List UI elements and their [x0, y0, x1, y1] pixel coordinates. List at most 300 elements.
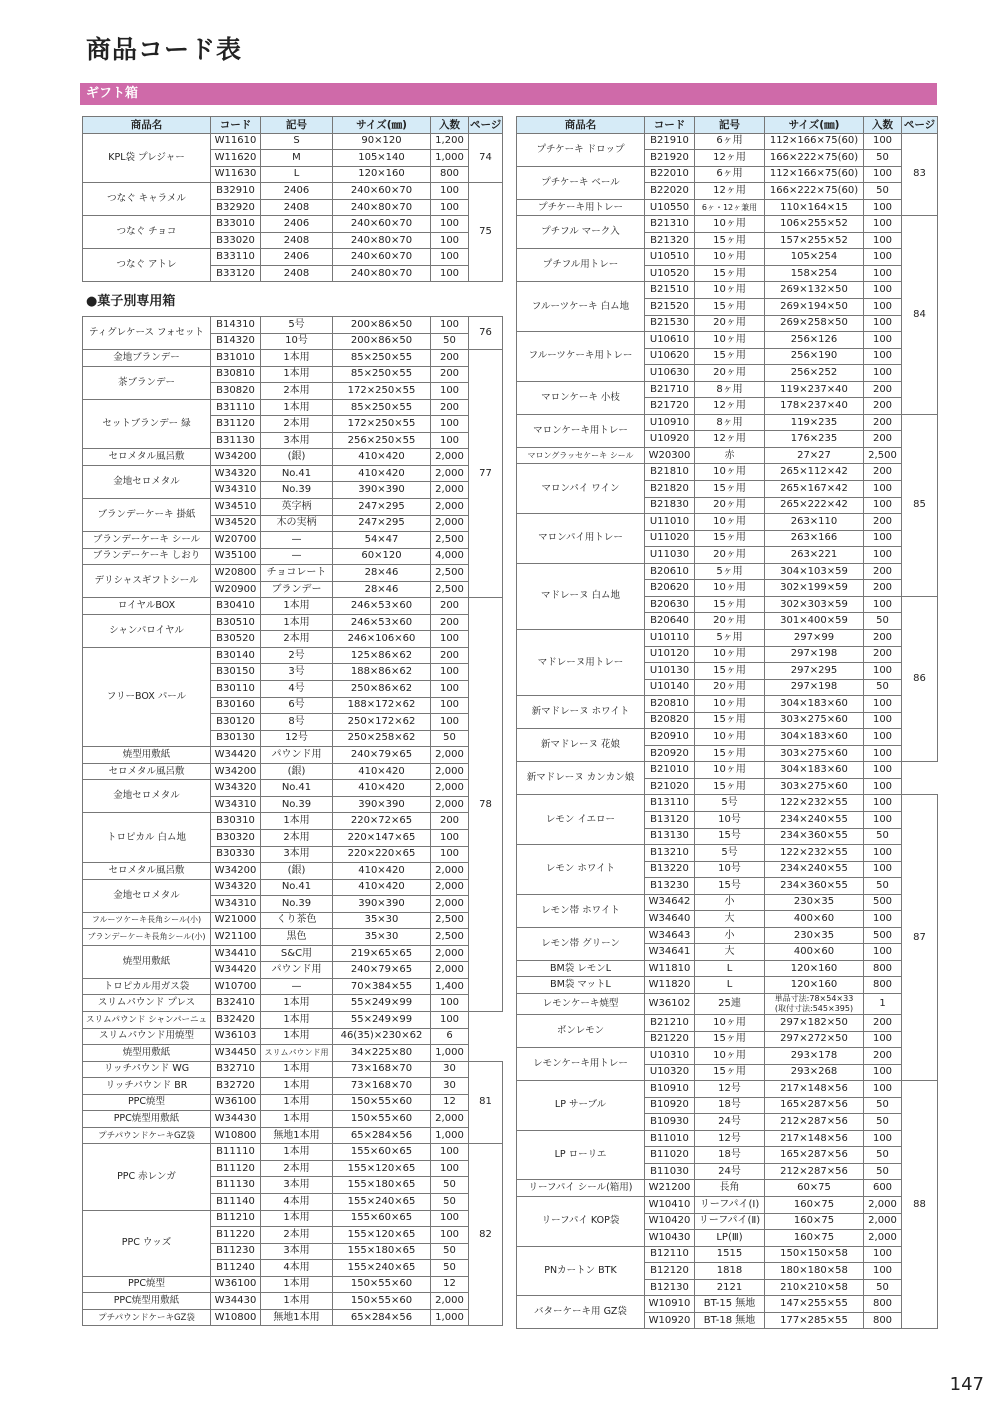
product-name: BM袋 マットL	[517, 977, 645, 994]
product-name: フルーツケーキ長角シール(小)	[83, 912, 211, 929]
product-name: マロンケーキ用トレー	[517, 414, 645, 447]
size: 304×103×59	[765, 563, 864, 580]
quantity: 100	[431, 383, 469, 400]
product-code: U10620	[645, 348, 695, 365]
quantity: 100	[864, 861, 902, 878]
size: 263×166	[765, 530, 864, 547]
product-code: B31120	[211, 416, 261, 433]
table-row	[517, 447, 938, 464]
size: 150×55×60	[333, 1276, 431, 1293]
product-code: B11020	[645, 1147, 695, 1164]
size: 166×222×75(60)	[765, 150, 864, 167]
product-name: 茶ブランデー	[83, 366, 211, 399]
symbol: 4本用	[261, 1193, 333, 1210]
product-code: B21520	[645, 299, 695, 316]
product-name: フルーツケーキ用トレー	[517, 332, 645, 382]
quantity: 50	[431, 1193, 469, 1210]
quantity: 100	[431, 416, 469, 433]
quantity: 100	[431, 1011, 469, 1028]
symbol: スリムパウンド用	[261, 1045, 333, 1062]
table-row	[83, 1293, 503, 1310]
quantity: 200	[431, 366, 469, 383]
quantity: 100	[431, 681, 469, 698]
size: 119×237×40	[765, 381, 864, 398]
product-name: 金地セロメタル	[83, 879, 211, 912]
product-code: W36103	[211, 1028, 261, 1045]
product-code: W10410	[645, 1197, 695, 1214]
product-code: W11810	[645, 960, 695, 977]
size: 46(35)×230×62	[333, 1028, 431, 1045]
quantity: 100	[431, 631, 469, 648]
product-code: B22010	[645, 166, 695, 183]
quantity: 4,000	[431, 548, 469, 565]
size: 256×190	[765, 348, 864, 365]
product-code: B30110	[211, 681, 261, 698]
product-name: BM袋 レモンL	[517, 960, 645, 977]
quantity: 50	[864, 828, 902, 845]
product-code: W11620	[211, 150, 261, 167]
symbol: 20ヶ用	[695, 547, 765, 564]
table-row	[83, 399, 503, 416]
symbol: 2号	[261, 647, 333, 664]
symbol: No.41	[261, 465, 333, 482]
product-name: セロメタル風呂敷	[83, 449, 211, 466]
size: 390×390	[333, 482, 431, 499]
product-code: U10550	[645, 199, 695, 216]
size: 119×235	[765, 414, 864, 431]
size: 297×198	[765, 679, 864, 696]
symbol: 2406	[261, 183, 333, 200]
product-code: W20700	[211, 532, 261, 549]
page-ref: 82	[469, 1144, 503, 1326]
symbol: 15号	[695, 828, 765, 845]
symbol: 大	[695, 944, 765, 961]
product-name: レモン帯 ホワイト	[517, 894, 645, 927]
symbol: 12ヶ用	[695, 431, 765, 448]
quantity: 100	[431, 183, 469, 200]
symbol: 12ヶ用	[695, 150, 765, 167]
table-row	[83, 1061, 503, 1078]
symbol: 15ヶ用	[695, 596, 765, 613]
quantity: 500	[864, 894, 902, 911]
size: 269×132×50	[765, 282, 864, 299]
quantity: 200	[431, 598, 469, 615]
symbol: No.39	[261, 482, 333, 499]
size: 166×222×75(60)	[765, 183, 864, 200]
size: 110×164×15	[765, 199, 864, 216]
product-code: B20640	[645, 613, 695, 630]
product-code: B33110	[211, 249, 261, 266]
quantity: 100	[864, 795, 902, 812]
symbol: —	[261, 978, 333, 995]
product-code: B21720	[645, 398, 695, 415]
symbol: 15ヶ用	[695, 232, 765, 249]
product-code: B21010	[645, 762, 695, 779]
table-row	[517, 845, 938, 862]
product-code: W10800	[211, 1127, 261, 1144]
quantity: 100	[864, 299, 902, 316]
product-name: リーフパイ シール(箱用)	[517, 1180, 645, 1197]
table-row	[517, 216, 938, 233]
quantity: 200	[864, 431, 902, 448]
product-code: U10320	[645, 1064, 695, 1081]
symbol: リーフパイ(Ⅰ)	[695, 1197, 765, 1214]
quantity: 200	[864, 398, 902, 415]
table-row	[83, 978, 503, 995]
product-code: B33010	[211, 216, 261, 233]
size: 293×178	[765, 1048, 864, 1065]
size: 120×160	[765, 960, 864, 977]
symbol: 6ヶ・12ヶ兼用	[695, 199, 765, 216]
symbol: 20ヶ用	[695, 365, 765, 382]
symbol: パウンド用	[261, 962, 333, 979]
size: 210×210×58	[765, 1279, 864, 1296]
product-code: B30130	[211, 730, 261, 747]
product-code: B21530	[645, 315, 695, 332]
quantity: 100	[864, 365, 902, 382]
quantity: 2,500	[864, 447, 902, 464]
symbol: 長角	[695, 1180, 765, 1197]
quantity: 100	[864, 282, 902, 299]
symbol: 15ヶ用	[695, 265, 765, 282]
symbol: 無地1本用	[261, 1127, 333, 1144]
symbol: 2本用	[261, 829, 333, 846]
size: 234×360×55	[765, 878, 864, 895]
symbol: 18号	[695, 1147, 765, 1164]
table-row	[517, 166, 938, 183]
product-code: B30410	[211, 598, 261, 615]
size: 240×60×70	[333, 249, 431, 266]
product-name: リッチパウンド BR	[83, 1078, 211, 1095]
symbol: 2本用	[261, 383, 333, 400]
size: 293×268	[765, 1064, 864, 1081]
symbol: 4本用	[261, 1260, 333, 1277]
symbol: くり茶色	[261, 912, 333, 929]
product-code: B10930	[645, 1114, 695, 1131]
quantity: 50	[864, 1097, 902, 1114]
product-code: B20810	[645, 696, 695, 713]
symbol: 10ヶ用	[695, 514, 765, 531]
product-name: 新マドレーヌ 花娘	[517, 729, 645, 762]
page-number: 147	[949, 1374, 984, 1395]
product-code: W20900	[211, 581, 261, 598]
product-code: W34450	[211, 1045, 261, 1062]
size: 220×147×65	[333, 829, 431, 846]
product-code: U10130	[645, 663, 695, 680]
quantity: 100	[431, 1144, 469, 1161]
product-code: B33020	[211, 232, 261, 249]
size: 34×225×80	[333, 1045, 431, 1062]
size: 410×420	[333, 763, 431, 780]
size: 303×275×60	[765, 745, 864, 762]
product-code: W34200	[211, 449, 261, 466]
page-ref: 87	[902, 795, 938, 1081]
size: 73×168×70	[333, 1078, 431, 1095]
quantity: 1,000	[431, 1045, 469, 1062]
quantity: 2,000	[431, 1293, 469, 1310]
table-row	[83, 1028, 503, 1045]
quantity: 100	[431, 232, 469, 249]
product-name: つなぐ チョコ	[83, 216, 211, 249]
quantity: 50	[864, 1147, 902, 1164]
product-code: W36102	[645, 993, 695, 1014]
table-row	[83, 614, 503, 631]
product-code: B10910	[645, 1081, 695, 1098]
symbol: 15ヶ用	[695, 712, 765, 729]
product-code: B30310	[211, 813, 261, 830]
symbol: 8号	[261, 714, 333, 731]
symbol: 1本用	[261, 1144, 333, 1161]
table-row	[83, 1078, 503, 1095]
size: 212×287×56	[765, 1114, 864, 1131]
product-code: B10920	[645, 1097, 695, 1114]
quantity: 100	[864, 944, 902, 961]
product-code: B31130	[211, 432, 261, 449]
table-row	[83, 647, 503, 664]
size: 65×284×56	[333, 1127, 431, 1144]
size: 155×120×65	[333, 1227, 431, 1244]
quantity: 100	[431, 265, 469, 282]
quantity: 1,400	[431, 978, 469, 995]
product-code: W20800	[211, 565, 261, 582]
symbol: 12号	[695, 1081, 765, 1098]
product-code: U10510	[645, 249, 695, 266]
table-row	[83, 1127, 503, 1144]
size: 263×110	[765, 514, 864, 531]
size: 234×240×55	[765, 861, 864, 878]
table-row	[517, 332, 938, 349]
product-name: PPC焼型用敷紙	[83, 1111, 211, 1128]
symbol: 10号	[261, 333, 333, 350]
product-code: B30160	[211, 697, 261, 714]
product-name: デリシャスギフトシール	[83, 565, 211, 598]
quantity: 200	[864, 381, 902, 398]
table-row	[83, 995, 503, 1012]
product-code: W34320	[211, 879, 261, 896]
page-ref: 81	[469, 1061, 503, 1144]
symbol: 1本用	[261, 598, 333, 615]
table-row	[83, 598, 503, 615]
product-name: 新マドレーヌ カンカン娘	[517, 762, 645, 795]
symbol: 15ヶ用	[695, 1064, 765, 1081]
table-row	[83, 317, 503, 334]
symbol: 15ヶ用	[695, 348, 765, 365]
product-name: リーフパイ KOP袋	[517, 1197, 645, 1247]
symbol: 2本用	[261, 1227, 333, 1244]
table-row	[517, 762, 938, 779]
table-row	[83, 449, 503, 466]
size: 85×250×55	[333, 366, 431, 383]
quantity: 100	[431, 216, 469, 233]
symbol: 1818	[695, 1263, 765, 1280]
product-code: U10520	[645, 265, 695, 282]
size: 256×252	[765, 365, 864, 382]
product-name: つなぐ キャラメル	[83, 183, 211, 216]
page-ref: 83	[902, 133, 938, 216]
size: 297×198	[765, 646, 864, 663]
table-row	[517, 282, 938, 299]
symbol: 15ヶ用	[695, 778, 765, 795]
quantity: 500	[864, 927, 902, 944]
symbol: S&C用	[261, 945, 333, 962]
quantity: 200	[431, 399, 469, 416]
size: 247×295	[333, 515, 431, 532]
quantity: 2,500	[431, 532, 469, 549]
product-name: プチフル用トレー	[517, 249, 645, 282]
size: 172×250×55	[333, 383, 431, 400]
product-code: B31010	[211, 350, 261, 367]
table-row	[83, 249, 503, 266]
table-row	[83, 216, 503, 233]
quantity: 200	[864, 646, 902, 663]
table-row	[83, 183, 503, 200]
size: 54×47	[333, 532, 431, 549]
symbol: 18号	[695, 1097, 765, 1114]
symbol: チョコレート	[261, 565, 333, 582]
product-code: B30810	[211, 366, 261, 383]
quantity: 2,000	[431, 945, 469, 962]
symbol: 4号	[261, 681, 333, 698]
size: 27×27	[765, 447, 864, 464]
symbol: 10ヶ用	[695, 646, 765, 663]
product-code: B21320	[645, 232, 695, 249]
symbol: 2406	[261, 249, 333, 266]
symbol: 10号	[695, 861, 765, 878]
header-page-ref: ページ	[469, 117, 503, 134]
product-name: 金地セロメタル	[83, 465, 211, 498]
product-name: ブランデーケーキ長角シール(小)	[83, 929, 211, 946]
page-ref: 84	[902, 216, 938, 415]
quantity: 100	[864, 1031, 902, 1048]
quantity: 2,000	[431, 465, 469, 482]
quantity: 100	[431, 199, 469, 216]
symbol: 10ヶ用	[695, 729, 765, 746]
quantity: 1,000	[431, 1309, 469, 1326]
product-name: 焼型用敷紙	[83, 747, 211, 764]
size: 120×160	[765, 977, 864, 994]
size: 246×53×60	[333, 614, 431, 631]
page-title: 商品コード表	[86, 35, 243, 64]
size: 410×420	[333, 863, 431, 880]
product-code: W11610	[211, 133, 261, 150]
size: 250×172×62	[333, 714, 431, 731]
product-name: KPL袋 プレジャー	[83, 133, 211, 183]
size: 302×303×59	[765, 596, 864, 613]
symbol: 15号	[695, 878, 765, 895]
product-name: PPC焼型	[83, 1276, 211, 1293]
symbol: 20ヶ用	[695, 497, 765, 514]
size: 73×168×70	[333, 1061, 431, 1078]
product-code: W21200	[645, 1180, 695, 1197]
size: 180×180×58	[765, 1263, 864, 1280]
symbol: 3本用	[261, 1177, 333, 1194]
product-name: PPC焼型用敷紙	[83, 1293, 211, 1310]
product-code: B20910	[645, 729, 695, 746]
product-code: W10420	[645, 1213, 695, 1230]
product-name: 金地セロメタル	[83, 780, 211, 813]
product-code: B20620	[645, 580, 695, 597]
quantity: 2,000	[864, 1213, 902, 1230]
product-name: ロイヤルBOX	[83, 598, 211, 615]
product-code: B21810	[645, 464, 695, 481]
quantity: 2,000	[431, 1111, 469, 1128]
product-name: トロピカル 白ム地	[83, 813, 211, 863]
product-name: フルーツケーキ 白ム地	[517, 282, 645, 332]
product-name: マロングラッセケーキ シール	[517, 447, 645, 464]
size: 230×35	[765, 927, 864, 944]
cake-box-table	[516, 116, 938, 1329]
size: 297×295	[765, 663, 864, 680]
product-code: B21910	[645, 133, 695, 150]
symbol: 20ヶ用	[695, 315, 765, 332]
symbol: 5号	[695, 845, 765, 862]
size: 304×183×60	[765, 729, 864, 746]
product-code: W21000	[211, 912, 261, 929]
quantity: 800	[864, 960, 902, 977]
quantity: 2,000	[431, 863, 469, 880]
symbol: 20ヶ用	[695, 679, 765, 696]
table-row	[83, 465, 503, 482]
quantity: 200	[431, 350, 469, 367]
product-name: レモンケーキ焼型	[517, 993, 645, 1014]
quantity: 100	[864, 596, 902, 613]
symbol: 8ヶ用	[695, 414, 765, 431]
symbol: S	[261, 133, 333, 150]
size: 90×120	[333, 133, 431, 150]
symbol: (銀)	[261, 763, 333, 780]
quantity: 200	[864, 1048, 902, 1065]
quantity: 100	[864, 199, 902, 216]
quantity: 100	[864, 216, 902, 233]
quantity: 100	[864, 1130, 902, 1147]
product-name: プチケーキ ベール	[517, 166, 645, 199]
quantity: 50	[431, 730, 469, 747]
quantity: 100	[864, 315, 902, 332]
table-row	[517, 249, 938, 266]
product-code: B21920	[645, 150, 695, 167]
size: 165×287×56	[765, 1097, 864, 1114]
size: 410×420	[333, 449, 431, 466]
size: 60×75	[765, 1180, 864, 1197]
section-header: ギフト箱	[80, 83, 937, 105]
size: 297×182×50	[765, 1014, 864, 1031]
symbol: 1515	[695, 1246, 765, 1263]
symbol: 3本用	[261, 1243, 333, 1260]
confectionery-box-table	[82, 316, 503, 1326]
symbol: 2408	[261, 232, 333, 249]
size: 410×420	[333, 879, 431, 896]
size: 155×60×65	[333, 1210, 431, 1227]
table-row	[517, 894, 938, 911]
product-code: B21210	[645, 1014, 695, 1031]
product-code: B20630	[645, 596, 695, 613]
table-row	[83, 548, 503, 565]
size: 176×235	[765, 431, 864, 448]
size: 240×80×70	[333, 199, 431, 216]
product-name: プチパウンドケーキGZ袋	[83, 1127, 211, 1144]
size: 240×79×65	[333, 962, 431, 979]
symbol: 24号	[695, 1163, 765, 1180]
quantity: 100	[864, 696, 902, 713]
product-code: B32910	[211, 183, 261, 200]
product-code: W34643	[645, 927, 695, 944]
symbol: 10ヶ用	[695, 1014, 765, 1031]
size: 250×86×62	[333, 681, 431, 698]
size: 303×275×60	[765, 712, 864, 729]
size: 304×183×60	[765, 762, 864, 779]
table-row	[83, 929, 503, 946]
symbol: 1本用	[261, 813, 333, 830]
